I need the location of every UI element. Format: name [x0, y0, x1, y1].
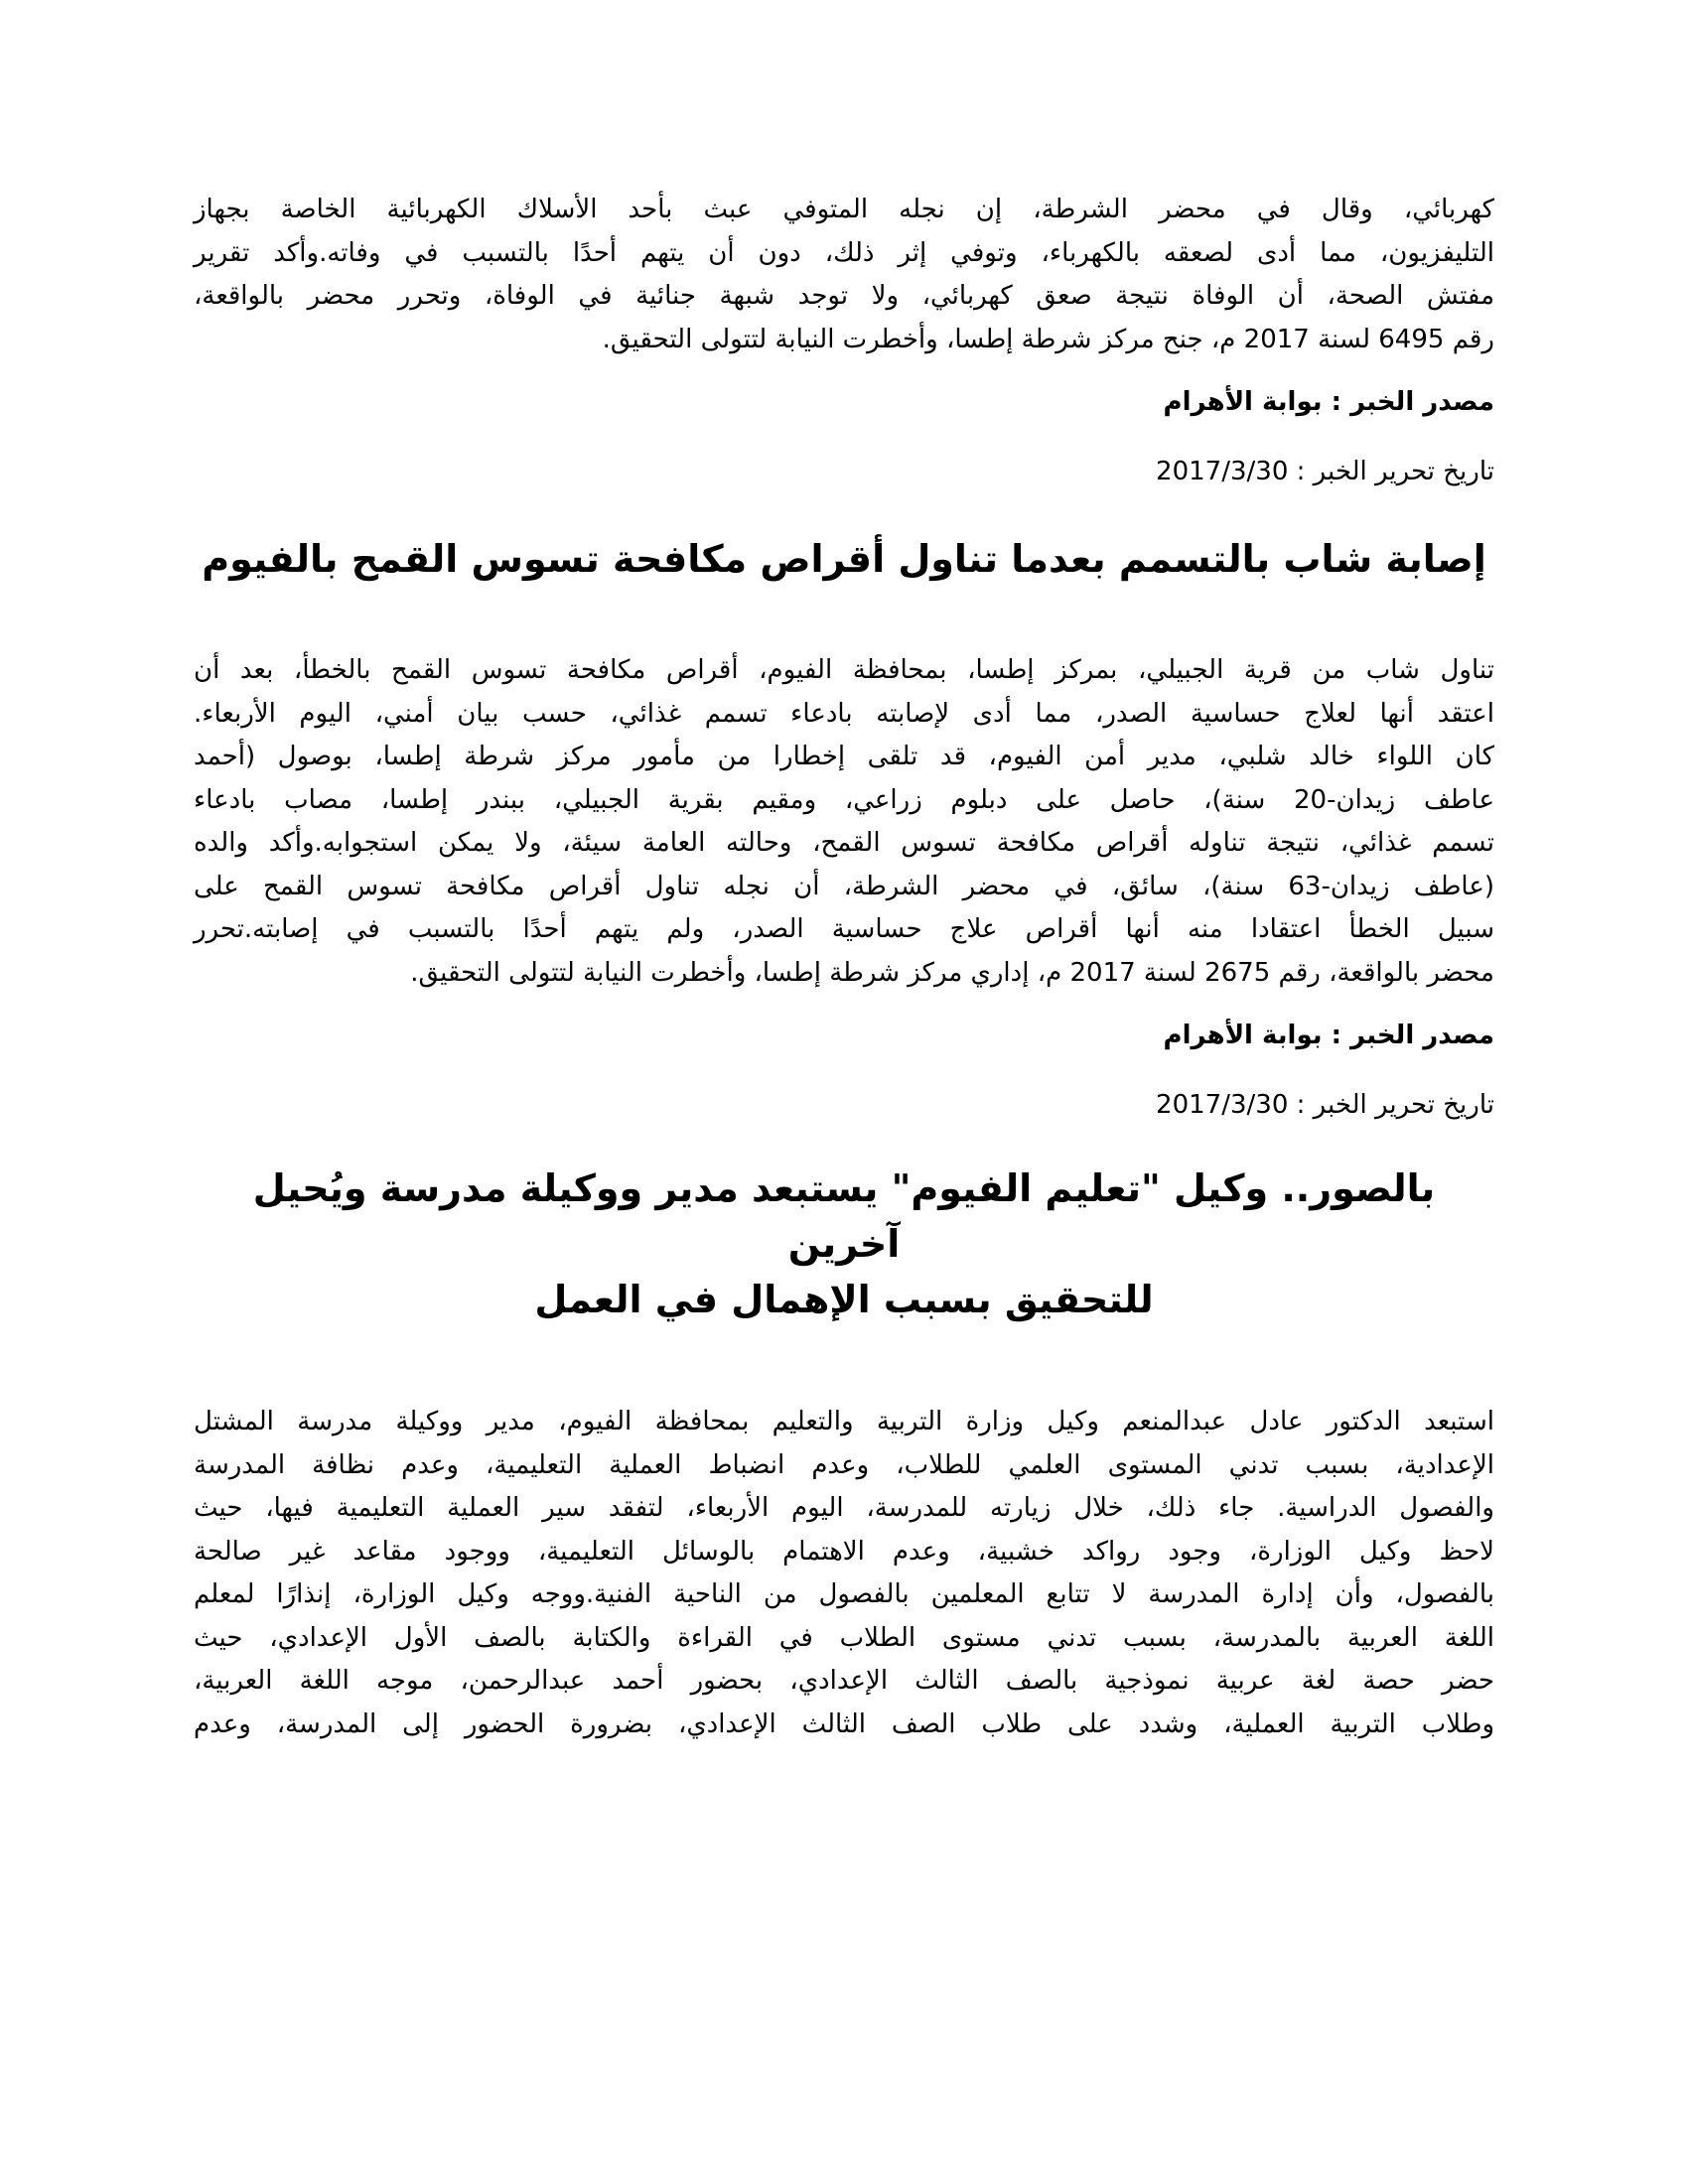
- body-line: استبعد الدكتور عادل عبدالمنعم وكيل وزارة التربية والتعليم بمحافظة الفيوم، مدير ووكيلة مدرسة المشتل: [194, 1407, 1494, 1436]
- article-2-source: مصدر الخبر : بوابة الأهرام: [1163, 1021, 1494, 1050]
- body-line: كان اللواء خالد شلبي، مدير أمن الفيوم، قد تلقى إخطارا من مأمور مركز شرطة إطسا، بوصول (أحمد: [194, 742, 1494, 771]
- body-line: (عاطف زيدان-63 سنة)، سائق، في محضر الشرطة، أن نجله تناول أقراص مكافحة تسوس القمح على: [194, 871, 1494, 901]
- article-1-date: تاريخ تحرير الخبر : 2017/3/30: [1156, 457, 1494, 486]
- article-1-body: [194, 189, 1494, 361]
- article-1-source: مصدر الخبر : بوابة الأهرام: [1163, 387, 1494, 417]
- body-line: لاحظ وكيل الوزارة، وجود رواكد خشبية، وعدم الاهتمام بالوسائل التعليمية، ووجود مقاعد غير صالحة: [194, 1536, 1494, 1567]
- article-3-title: [194, 1160, 1494, 1327]
- document-page: [194, 189, 1494, 1746]
- article-2-body: [194, 649, 1494, 995]
- article-3-body: [194, 1401, 1494, 1746]
- body-line: محضر بالواقعة، رقم 2675 لسنة 2017 م، إداري مركز شرطة إطسا، وأخطرت النيابة لتتولى التحقيق.: [410, 957, 1494, 988]
- body-line: وطلاب التربية العملية، وشدد على طلاب الصف الثالث الإعدادي، بضرورة الحضور إلى المدرسة، وعدم: [194, 1708, 1494, 1739]
- body-line: الإعدادية، بسبب تدني المستوى العلمي للطلاب، وعدم انضباط العملية التعليمية، وعدم نظافة المدرسة: [194, 1449, 1494, 1480]
- body-line: اعتقد أنها لعلاج حساسية الصدر، مما أدى لإصابته بادعاء تسمم غذائي، حسب بيان أمني، اليوم الأربعاء.: [194, 698, 1494, 729]
- body-line: عاطف زيدان-20 سنة)، حاصل على دبلوم زراعي، ومقيم بقرية الجبيلي، ببندر إطسا، مصاب بادعاء: [194, 784, 1494, 815]
- article-3-title-line: للتحقيق بسبب الإهمال في العمل: [534, 1278, 1154, 1321]
- article-2-date: تاريخ تحرير الخبر : 2017/3/30: [1156, 1090, 1494, 1120]
- body-line: تناول شاب من قرية الجبيلي، بمركز إطسا، بمحافظة الفيوم، أقراص مكافحة تسوس القمح بالخطأ، بعد أن: [194, 655, 1494, 685]
- body-line: مفتش الصحة، أن الوفاة نتيجة صعق كهربائي، ولا توجد شبهة جنائية في الوفاة، وتحرر محضر بالواقعة،: [194, 281, 1494, 311]
- body-line: حضر حصة لغة عربية نموذجية بالصف الثالث الإعدادي، بحضور أحمد عبدالرحمن، موجه اللغة العربية،: [194, 1666, 1494, 1696]
- body-line: والفصول الدراسية. جاء ذلك، خلال زيارته للمدرسة، اليوم الأربعاء، لتفقد سير العملية التعليمية فيها، حيث: [194, 1493, 1494, 1523]
- body-line: كهربائي، وقال في محضر الشرطة، إن نجله المتوفي عبث بأحد الأسلاك الكهربائية الخاصة بجهاز: [194, 195, 1494, 224]
- body-line: تسمم غذائي، نتيجة تناوله أقراص مكافحة تسوس القمح، وحالته العامة سيئة، ولا يمكن استجوابه.وأكد والده: [194, 828, 1494, 858]
- body-line: التليفزيون، مما أدى لصعقه بالكهرباء، وتوفي إثر ذلك، دون أن يتهم أحدًا بالتسبب في وفاته.وأكد تقرير: [194, 237, 1494, 268]
- body-line: رقم 6495 لسنة 2017 م، جنح مركز شرطة إطسا، وأخطرت النيابة لتتولى التحقيق.: [602, 324, 1494, 354]
- body-line: بالفصول، وأن إدارة المدرسة لا تتابع المعلمين بالفصول من الناحية الفنية.ووجه وكيل الوزارة، إنذارًا لمعلم: [194, 1579, 1494, 1609]
- body-line: سبيل الخطأ اعتقادا منه أنها أقراص علاج حساسية الصدر، ولم يتهم أحدًا بالتسبب في إصابته.تحرر: [194, 914, 1494, 944]
- article-3-title-line: بالصور.. وكيل "تعليم الفيوم" يستبعد مدير ووكيلة مدرسة ويُحيل آخرين: [252, 1166, 1436, 1266]
- article-2-title: إصابة شاب بالتسمم بعدما تناول أقراص مكافحة تسوس القمح بالفيوم: [202, 537, 1486, 581]
- body-line: اللغة العربية بالمدرسة، بسبب تدني مستوى الطلاب في القراءة والكتابة بالصف الأول الإعدادي، حيث: [194, 1622, 1494, 1653]
